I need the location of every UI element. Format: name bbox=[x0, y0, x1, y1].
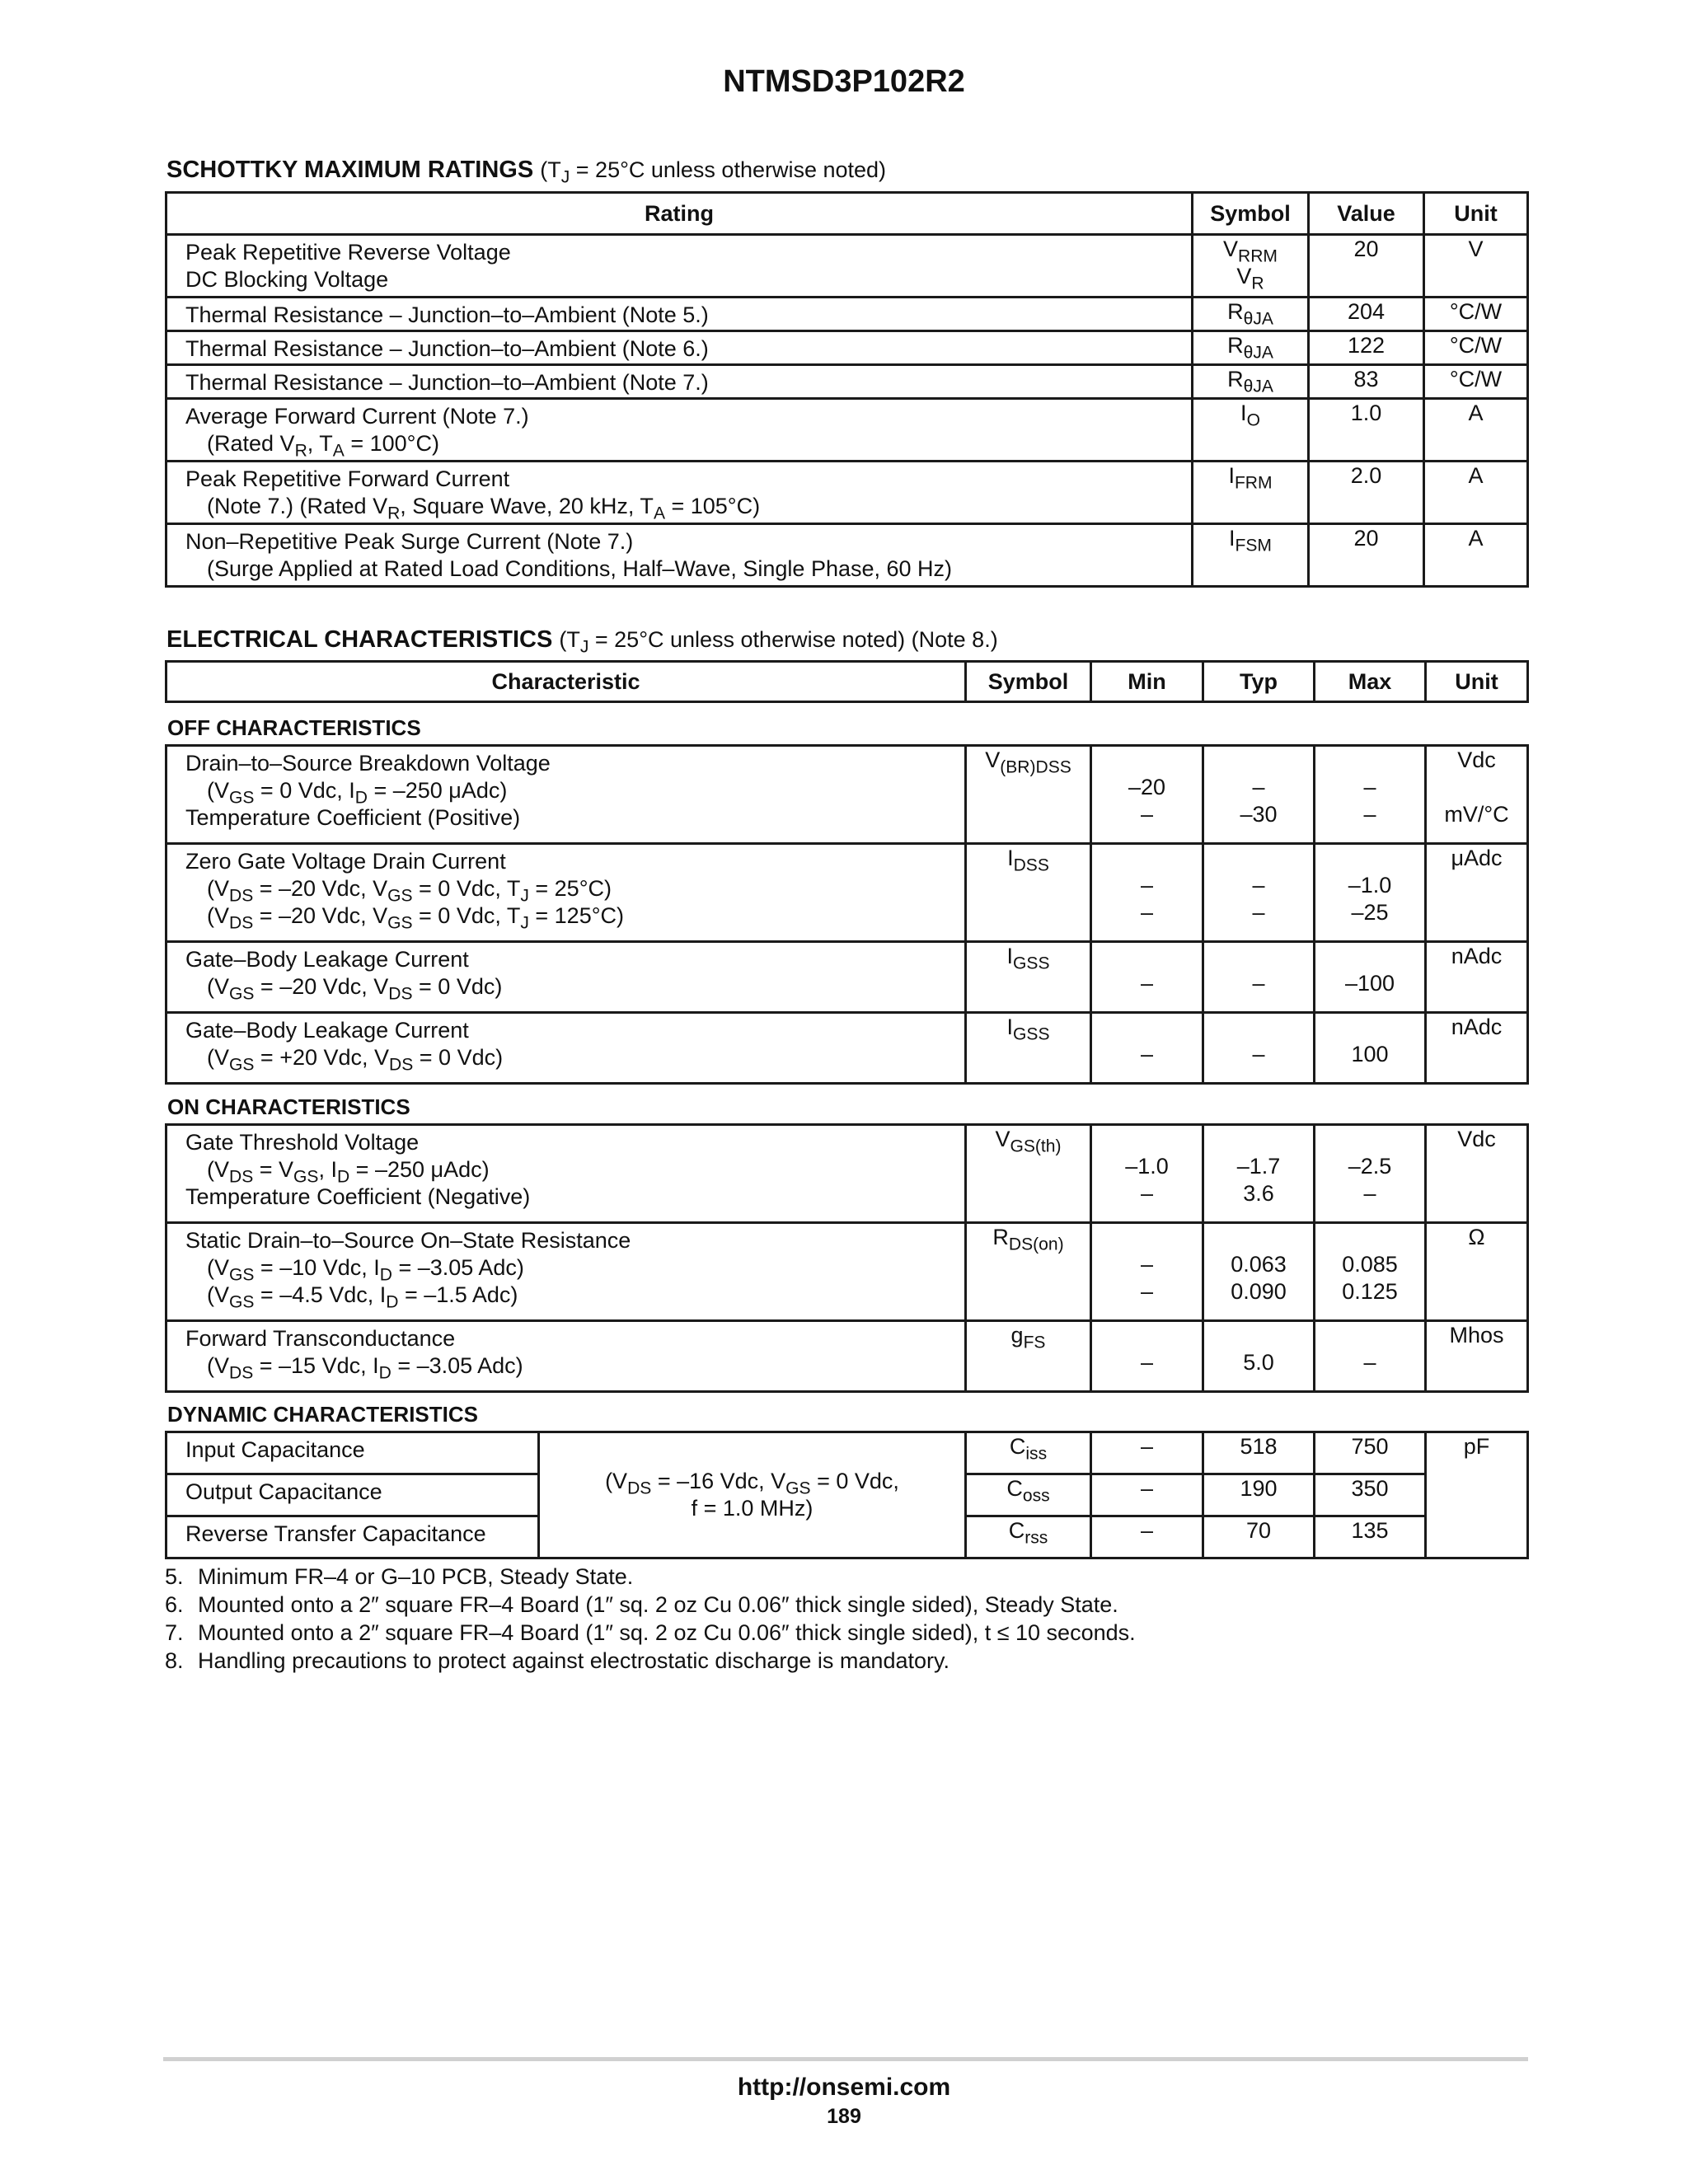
col-value: Value bbox=[1309, 193, 1424, 235]
table-row: Average Forward Current (Note 7.) (Rated $V_R$, $T_A = 100^\circ C$) $I_O$ 1.0 A bbox=[166, 399, 1528, 462]
schottky-heading: SCHOTTKY MAXIMUM RATINGS ($T_J = 25^\circ C$ unless otherwise noted) bbox=[166, 157, 887, 187]
symbol-cell: $I_{DSS}$ bbox=[966, 844, 1091, 942]
table-row bbox=[166, 365, 1528, 399]
typ-cell: – bbox=[1203, 942, 1315, 1013]
electrical-header-table bbox=[165, 660, 1529, 703]
table-row: Gate–Body Leakage Current ($V_{GS} = +20$ Vdc, $V_{DS} = 0$ Vdc) $I_{GSS}$ – – 100 nAdc bbox=[166, 1013, 1528, 1084]
col-rating: Rating bbox=[166, 193, 1193, 235]
max-cell: – bbox=[1315, 1321, 1426, 1392]
col-characteristic: Characteristic bbox=[166, 662, 966, 702]
rating-label: Thermal Resistance – Junction–to–Ambient (Note 5.) bbox=[185, 302, 709, 327]
typ-cell: 70 bbox=[1203, 1516, 1315, 1558]
min-cell: – bbox=[1091, 1432, 1203, 1474]
table-row bbox=[166, 331, 1528, 365]
symbol-cell: $R_{DS(on)}$ bbox=[966, 1223, 1091, 1321]
symbol-cell: $I_{FSM}$ bbox=[1193, 524, 1309, 587]
min-cell: – bbox=[1091, 1516, 1203, 1558]
typ-cell: – – bbox=[1203, 844, 1315, 942]
table-row: Drain–to–Source Breakdown Voltage ($V_{GS} = 0$ Vdc, $I_D = -250$ μAdc) Temperature Coefficient (Positive) $V_{(BR)DSS}$ –20 – – –30 – – Vdc mV/°C bbox=[166, 746, 1528, 844]
symbol-cell: $C_{iss}$ bbox=[966, 1432, 1091, 1474]
max-cell: 135 bbox=[1315, 1516, 1426, 1558]
symbol-cell: $I_{FRM}$ bbox=[1193, 462, 1309, 524]
unit-cell: °C/W bbox=[1424, 298, 1528, 331]
table-row: Non–Repetitive Peak Surge Current (Note 7.) (Surge Applied at Rated Load Conditions, Half–Wave, Single Phase, 60 Hz) $I_{FSM}$ 20 A bbox=[166, 524, 1528, 587]
unit-cell: nAdc bbox=[1426, 942, 1528, 1013]
value-cell: 20 bbox=[1309, 235, 1424, 298]
min-cell: –1.0 – bbox=[1091, 1125, 1203, 1223]
table-row: Gate–Body Leakage Current ($V_{GS} = -20$ Vdc, $V_{DS} = 0$ Vdc) $I_{GSS}$ – – –100 nAdc bbox=[166, 942, 1528, 1013]
schottky-ratings-table bbox=[165, 191, 1529, 588]
table-header-row bbox=[166, 662, 1528, 702]
typ-cell: 0.063 0.090 bbox=[1203, 1223, 1315, 1321]
off-characteristics-table bbox=[165, 744, 1529, 1085]
symbol-cell: $I_{GSS}$ bbox=[966, 1013, 1091, 1084]
typ-cell: 5.0 bbox=[1203, 1321, 1315, 1392]
symbol-cell: $C_{rss}$ bbox=[966, 1516, 1091, 1558]
table-row bbox=[166, 1432, 1528, 1474]
value-cell: 20 bbox=[1309, 524, 1424, 587]
max-cell: 100 bbox=[1315, 1013, 1426, 1084]
unit-cell: nAdc bbox=[1426, 1013, 1528, 1084]
unit-cell: A bbox=[1424, 399, 1528, 462]
characteristic-label: Output Capacitance bbox=[185, 1479, 382, 1504]
on-characteristics-label: ON CHARACTERISTICS bbox=[167, 1094, 410, 1119]
footnote-item: 6. Mounted onto a 2″ square FR–4 Board (1″ sq. 2 oz Cu 0.06″ thick single sided), Steady State. bbox=[165, 1592, 1118, 1617]
max-cell: –100 bbox=[1315, 942, 1426, 1013]
footnote-item: 7. Mounted onto a 2″ square FR–4 Board (1″ sq. 2 oz Cu 0.06″ thick single sided), t ≤ 10 seconds. bbox=[165, 1620, 1136, 1645]
typ-cell: 518 bbox=[1203, 1432, 1315, 1474]
symbol-cell: $V_{(BR)DSS}$ bbox=[966, 746, 1091, 844]
unit-cell: Vdc mV/°C bbox=[1426, 746, 1528, 844]
value-cell: 1.0 bbox=[1309, 399, 1424, 462]
dynamic-characteristics-label: DYNAMIC CHARACTERISTICS bbox=[167, 1402, 478, 1427]
unit-cell: A bbox=[1424, 462, 1528, 524]
unit-cell: pF bbox=[1426, 1432, 1528, 1558]
rating-label: Thermal Resistance – Junction–to–Ambient (Note 6.) bbox=[185, 336, 709, 361]
value-cell: 204 bbox=[1309, 298, 1424, 331]
typ-cell: – –30 bbox=[1203, 746, 1315, 844]
table-row: Peak Repetitive Forward Current (Note 7.) (Rated $V_R$, Square Wave, 20 kHz, $T_A = 105^\circ C$) $I_{FRM}$ 2.0 A bbox=[166, 462, 1528, 524]
rating-label: Peak Repetitive Reverse Voltage bbox=[185, 240, 511, 265]
rating-label: Thermal Resistance – Junction–to–Ambient (Note 7.) bbox=[185, 370, 709, 395]
max-cell: –2.5 – bbox=[1315, 1125, 1426, 1223]
table-row: Static Drain–to–Source On–State Resistance ($V_{GS} = -10$ Vdc, $I_D = -3.05$ Adc) ($V_{GS} = -4.5$ Vdc, $I_D = -1.5$ Adc) $R_{DS(on)}$ – – 0.063 0.090 0.085 0.125 Ω bbox=[166, 1223, 1528, 1321]
min-cell: –20 – bbox=[1091, 746, 1203, 844]
page-number: 189 bbox=[827, 2105, 861, 2128]
col-typ: Typ bbox=[1203, 662, 1315, 702]
symbol-cell: $R_{\theta JA}$ bbox=[1193, 365, 1309, 399]
table-row: Gate Threshold Voltage ($V_{DS} = V_{GS}$, $I_D = -250$ μAdc) Temperature Coefficient (Negative) $V_{GS(th)}$ –1.0 – –1.7 3.6 –2.5 – Vdc bbox=[166, 1125, 1528, 1223]
table-row: Forward Transconductance ($V_{DS} = -15$ Vdc, $I_D = -3.05$ Adc) $g_{FS}$ – 5.0 – Mhos bbox=[166, 1321, 1528, 1392]
characteristic-label: Reverse Transfer Capacitance bbox=[185, 1521, 486, 1546]
typ-cell: –1.7 3.6 bbox=[1203, 1125, 1315, 1223]
rating-label: DC Blocking Voltage bbox=[185, 267, 389, 292]
symbol-cell: $R_{\theta JA}$ bbox=[1193, 331, 1309, 365]
table-row bbox=[166, 298, 1528, 331]
col-min: Min bbox=[1091, 662, 1203, 702]
table-row: Zero Gate Voltage Drain Current ($V_{DS} = -20$ Vdc, $V_{GS} = 0$ Vdc, $T_J = 25^\circ C$) ($V_{DS} = -20$ Vdc, $V_{GS} = 0$ Vdc, $T_J = 125^\circ C$) $I_{DSS}$ – – – – –1.0 –25 μAdc bbox=[166, 844, 1528, 942]
value-cell: 83 bbox=[1309, 365, 1424, 399]
unit-cell: °C/W bbox=[1424, 331, 1528, 365]
unit-cell: °C/W bbox=[1424, 365, 1528, 399]
max-cell: – – bbox=[1315, 746, 1426, 844]
symbol-cell: $V_{RRM}$ $V_R$ bbox=[1193, 235, 1309, 298]
unit-cell: A bbox=[1424, 524, 1528, 587]
col-symbol: Symbol bbox=[966, 662, 1091, 702]
max-cell: –1.0 –25 bbox=[1315, 844, 1426, 942]
max-cell: 750 bbox=[1315, 1432, 1426, 1474]
footnotes bbox=[165, 1563, 1136, 1675]
table-header-row bbox=[166, 193, 1528, 235]
min-cell: – bbox=[1091, 1013, 1203, 1084]
max-cell: 0.085 0.125 bbox=[1315, 1223, 1426, 1321]
characteristic-label: Input Capacitance bbox=[185, 1437, 365, 1462]
symbol-cell: $g_{FS}$ bbox=[966, 1321, 1091, 1392]
symbol-cell: $I_O$ bbox=[1193, 399, 1309, 462]
min-cell: – bbox=[1091, 1321, 1203, 1392]
electrical-heading: ELECTRICAL CHARACTERISTICS ($T_J = 25^\circ C$ unless otherwise noted) (Note 8.) bbox=[166, 626, 998, 657]
col-unit: Unit bbox=[1424, 193, 1528, 235]
min-cell: – bbox=[1091, 1474, 1203, 1516]
symbol-cell: $R_{\theta JA}$ bbox=[1193, 298, 1309, 331]
symbol-cell: $I_{GSS}$ bbox=[966, 942, 1091, 1013]
dynamic-characteristics-table bbox=[165, 1431, 1529, 1559]
symbol-cell: $V_{GS(th)}$ bbox=[966, 1125, 1091, 1223]
footnote-item: 5. Minimum FR–4 or G–10 PCB, Steady State. bbox=[165, 1564, 634, 1589]
typ-cell: – bbox=[1203, 1013, 1315, 1084]
unit-cell: V bbox=[1424, 235, 1528, 298]
value-cell: 122 bbox=[1309, 331, 1424, 365]
unit-cell: Mhos bbox=[1426, 1321, 1528, 1392]
footer-url[interactable]: http://onsemi.com bbox=[737, 2074, 951, 2101]
col-max: Max bbox=[1315, 662, 1426, 702]
typ-cell: 190 bbox=[1203, 1474, 1315, 1516]
min-cell: – bbox=[1091, 942, 1203, 1013]
footnote-item: 8. Handling precautions to protect against electrostatic discharge is mandatory. bbox=[165, 1648, 950, 1673]
page-title: NTMSD3P102R2 bbox=[723, 64, 965, 99]
on-characteristics-table bbox=[165, 1123, 1529, 1393]
symbol-cell: $C_{oss}$ bbox=[966, 1474, 1091, 1516]
value-cell: 2.0 bbox=[1309, 462, 1424, 524]
max-cell: 350 bbox=[1315, 1474, 1426, 1516]
table-row bbox=[166, 235, 1528, 298]
min-cell: – – bbox=[1091, 1223, 1203, 1321]
min-cell: – – bbox=[1091, 844, 1203, 942]
unit-cell: Vdc bbox=[1426, 1125, 1528, 1223]
off-characteristics-label: OFF CHARACTERISTICS bbox=[167, 715, 421, 740]
col-unit: Unit bbox=[1426, 662, 1528, 702]
unit-cell: Ω bbox=[1426, 1223, 1528, 1321]
footer-divider bbox=[163, 2057, 1528, 2061]
unit-cell: μAdc bbox=[1426, 844, 1528, 942]
col-symbol: Symbol bbox=[1193, 193, 1309, 235]
test-conditions-cell: ($V_{DS} = -16$ Vdc, $V_{GS} = 0$ Vdc, f = 1.0 MHz) bbox=[539, 1432, 966, 1558]
